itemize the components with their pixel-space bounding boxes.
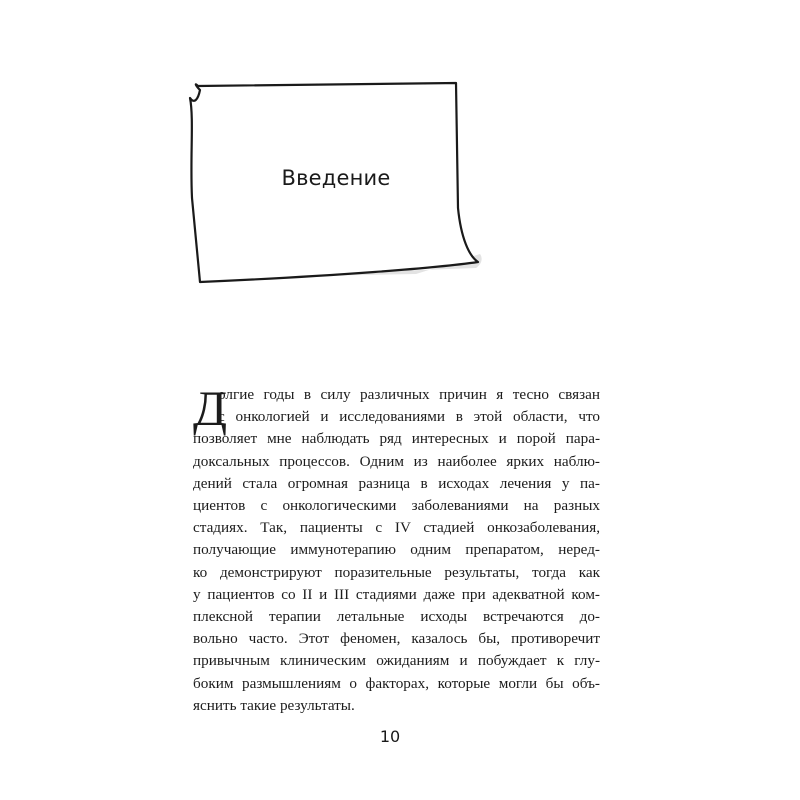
text-line: позволяет мне наблюдать ряд интересных и порой пара-	[193, 430, 600, 448]
drop-cap-letter: Д	[193, 380, 228, 436]
text-line: вольно часто. Этот феномен, казалось бы, противоречит	[193, 630, 600, 648]
chapter-title: Введение	[281, 166, 391, 190]
text-line: плексной терапии летальные исходы встречаются до-	[193, 608, 600, 626]
text-line: олгие годы в силу различных причин я тесно связан	[218, 386, 600, 403]
body-paragraph	[193, 380, 600, 717]
text-line: доксальных процессов. Одним из наиболее ярких наблю-	[193, 452, 600, 470]
text-line: стадиях. Так, пациенты с IV стадией онкозаболевания,	[193, 519, 600, 537]
text-line: у пациентов со II и III стадиями даже при адекватной ком-	[193, 585, 600, 603]
text-line: дений стала огромная разница в исходах лечения у па-	[193, 474, 600, 492]
text-line: яснить такие результаты.	[193, 696, 355, 714]
text-line: боким размышлениям о факторах, которые могли бы объ-	[193, 674, 600, 692]
text-line: циентов с онкологическими заболеваниями на разных	[193, 497, 600, 515]
page-number: 10	[379, 727, 401, 746]
text-line: с онкологией и исследованиями в этой области, что	[218, 408, 600, 426]
text-line: привычным клиническим ожиданиям и побуждает к глу-	[193, 652, 600, 670]
chapter-heading-sticky-note	[186, 78, 486, 298]
text-line: получающие иммунотерапию одним препаратом, неред-	[193, 541, 600, 559]
text-line: ко демонстрируют поразительные результаты, тогда как	[193, 563, 600, 581]
